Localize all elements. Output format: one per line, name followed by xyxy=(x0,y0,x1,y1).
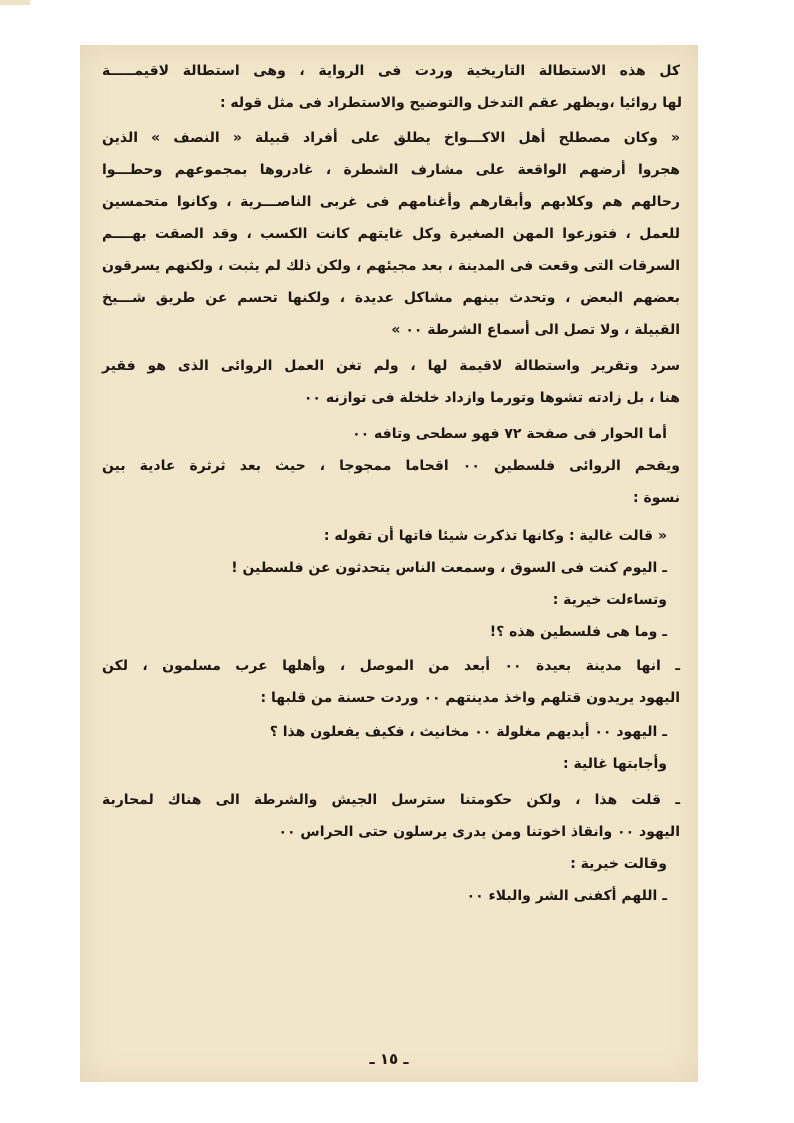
dialogue-line: ـ اليهود ٠٠ أيديهم مغلولة ٠٠ مخانيث ، فكيف يفعلون هذا ؟ xyxy=(269,724,667,740)
quote-line: رحالهم هم وكلابهم وأبقارهم وأغنامهم فى غربى الناصـــرية ، وكانوا متحمسين xyxy=(102,194,680,210)
text-line: سرد وتقرير واستطالة لاقيمة لها ، ولم تغن العمل الروائى الذى هو فقير xyxy=(102,358,680,374)
dialogue-line: ـ وما هى فلسطين هذه ؟! xyxy=(489,624,667,640)
text-line: هنا ، بل زادته تشوها وتورما وازداد خلخلة فى توازنه ٠٠ xyxy=(303,390,680,406)
scan-corner-mark xyxy=(0,0,30,5)
dialogue-line: ـ انها مدينة بعيدة ٠٠ أبعد من الموصل ، وأهلها عرب مسلمون ، لكن xyxy=(102,658,680,674)
quote-line: هجروا أرضهم الواقعة على مشارف الشطرة ، غادروها بمجموعهم وحطـــوا xyxy=(102,162,680,178)
book-page xyxy=(80,45,698,1082)
dialogue-line: وقالت خيرية : xyxy=(570,856,667,872)
dialogue-line: وأجابتها غالية : xyxy=(563,756,667,772)
dialogue-line: « قالت غالية : وكانها تذكرت شيئا فاتها أن تقوله : xyxy=(323,528,667,544)
dialogue-line: ـ اليوم كنت فى السوق ، وسمعت الناس يتحدثون عن فلسطين ! xyxy=(231,560,667,576)
text-line: لها روائيا ،ويظهر عقم التدخل والتوضيح والاستطراد فى مثل قوله : xyxy=(219,95,682,111)
quote-line: بعضهم البعض ، وتحدث بينهم مشاكل عديدة ، ولكنها تحسم عن طريق شـــيخ xyxy=(102,290,680,306)
quote-line: القبيلة ، ولا تصل الى أسماع الشرطة ٠٠ » xyxy=(391,322,680,338)
quote-line: السرقات التى وقعت فى المدينة ، بعد مجيئهم ، ولكن ذلك لم يثبت ، ولكنهم يسرقون xyxy=(102,258,680,274)
text-line: ويقحم الروائى فلسطين ٠٠ اقحاما ممجوجا ، حيث بعد ثرثرة عادية بين xyxy=(102,458,680,474)
quote-line: « وكان مصطلح أهل الاكـــواخ يطلق على أفراد قبيلة « النصف » الذين xyxy=(102,130,680,146)
dialogue-line: اليهود ٠٠ وانقاذ اخوتنا ومن يدرى يرسلون حتى الحراس ٠٠ xyxy=(278,824,680,840)
quote-line: للعمل ، فتوزعوا المهن الصغيرة وكل غايتهم كانت الكسب ، وقد الصقت بهــــم xyxy=(102,226,680,242)
dialogue-line: ـ قلت هذا ، ولكن حكومتنا سترسل الجيش والشرطة الى هناك لمحاربة xyxy=(102,792,680,808)
dialogue-line: ـ اللهم أكفنى الشر والبلاء ٠٠ xyxy=(466,888,667,904)
page-number: ـ ١٥ ـ xyxy=(369,1050,409,1068)
text-line: كل هذه الاستطالة التاريخية وردت فى الرواية ، وهى استطالة لاقيمـــــة xyxy=(102,63,680,79)
dialogue-line: وتساءلت خيرية : xyxy=(552,592,667,608)
dialogue-line: اليهود يريدون قتلهم واخذ مدينتهم ٠٠ وردت حسنة من قلبها : xyxy=(260,690,680,706)
text-line: نسوة : xyxy=(632,490,680,506)
text-line: أما الحوار فى صفحة ٧٢ فهو سطحى وتافه ٠٠ xyxy=(352,426,667,442)
